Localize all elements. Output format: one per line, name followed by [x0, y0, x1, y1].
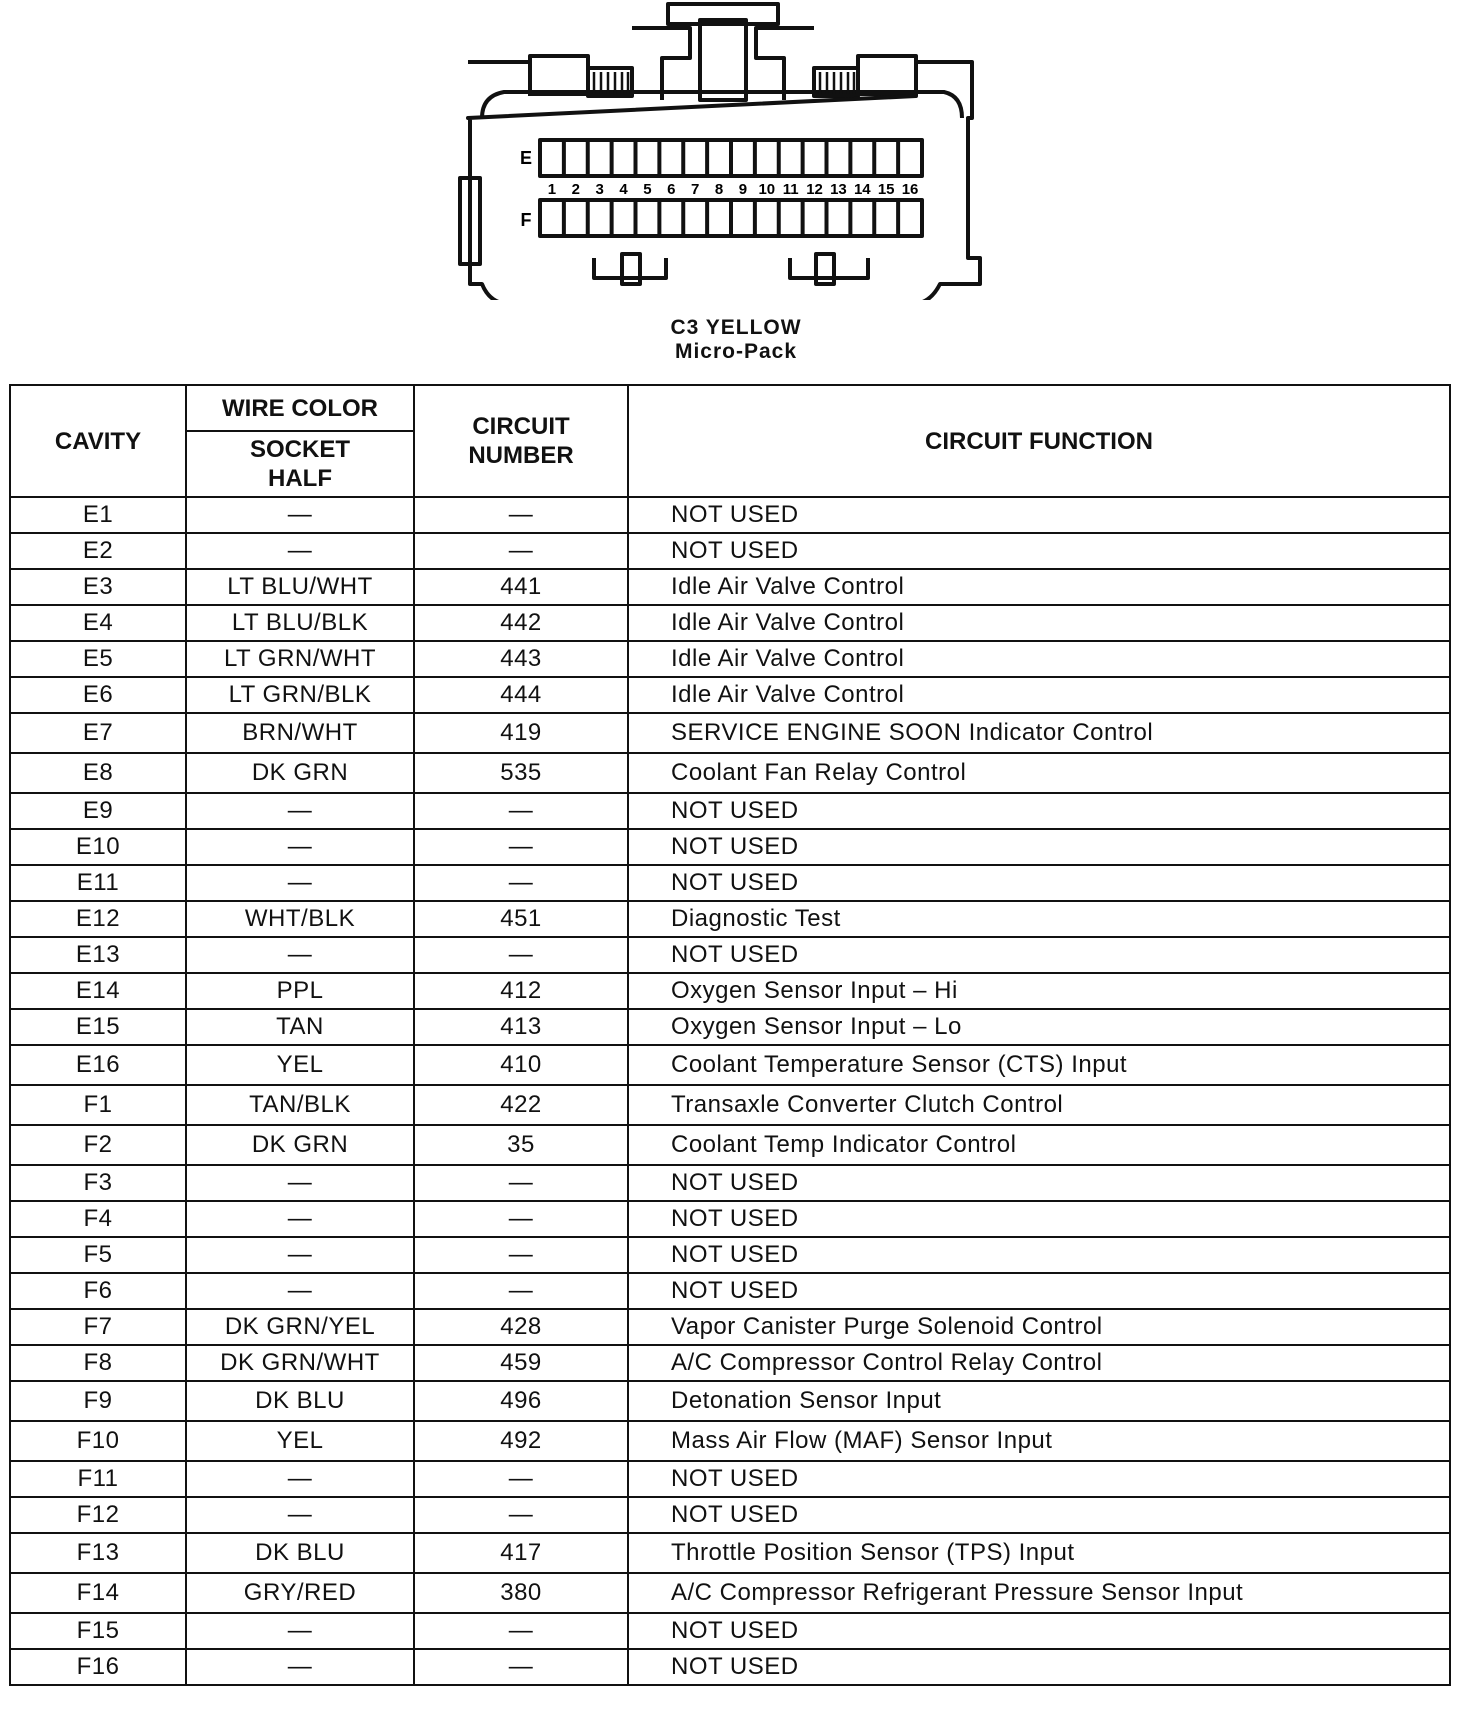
wire-color-cell: PPL: [186, 973, 414, 1009]
wire-color-cell: DK GRN/WHT: [186, 1345, 414, 1381]
circuit-function-cell: Vapor Canister Purge Solenoid Control: [628, 1309, 1450, 1345]
cavity-cell: E1: [10, 497, 186, 533]
circuit-function-cell: Idle Air Valve Control: [628, 677, 1450, 713]
table-row: [10, 1613, 1450, 1649]
cavity-cell: F6: [10, 1273, 186, 1309]
circuit-number-cell: —: [414, 1237, 628, 1273]
circuit-number-cell: —: [414, 793, 628, 829]
pin-number: 3: [595, 181, 604, 198]
table-row: [10, 793, 1450, 829]
circuit-number-cell: —: [414, 1165, 628, 1201]
circuit-number-cell: 417: [414, 1533, 628, 1573]
pinout-table-wrapper: [9, 384, 1449, 1686]
circuit-function-cell: Diagnostic Test: [628, 901, 1450, 937]
circuit-number-cell: 410: [414, 1045, 628, 1085]
table-row: [10, 605, 1450, 641]
circuit-number-cell: —: [414, 829, 628, 865]
wire-color-cell: DK BLU: [186, 1533, 414, 1573]
header-socket-half-text: SOCKET HALF: [249, 436, 350, 492]
cavity-cell: F7: [10, 1309, 186, 1345]
cavity-cell: F13: [10, 1533, 186, 1573]
wire-color-cell: YEL: [186, 1421, 414, 1461]
circuit-number-cell: 443: [414, 641, 628, 677]
header-circuit-number: [414, 385, 628, 497]
table-row: [10, 1497, 1450, 1533]
table-row: [10, 1045, 1450, 1085]
table-row: [10, 1009, 1450, 1045]
cavity-cell: E3: [10, 569, 186, 605]
top-block-left: [530, 56, 588, 94]
latch-left-arm: [632, 28, 690, 100]
circuit-function-cell: NOT USED: [628, 937, 1450, 973]
table-row: [10, 1309, 1450, 1345]
connector-name: C3 YELLOW: [670, 316, 802, 339]
circuit-function-cell: NOT USED: [628, 533, 1450, 569]
circuit-function-cell: Detonation Sensor Input: [628, 1381, 1450, 1421]
wire-color-cell: DK GRN/YEL: [186, 1309, 414, 1345]
latch-right-arm: [756, 28, 814, 100]
connector-diagram: [0, 0, 1472, 300]
wire-color-cell: BRN/WHT: [186, 713, 414, 753]
pin-number: 6: [667, 181, 676, 198]
wire-color-cell: —: [186, 1165, 414, 1201]
circuit-function-cell: NOT USED: [628, 865, 1450, 901]
cavity-cell: F14: [10, 1573, 186, 1613]
top-block-right: [858, 56, 916, 94]
wire-color-cell: —: [186, 1237, 414, 1273]
cavity-cell: E15: [10, 1009, 186, 1045]
table-row: [10, 1125, 1450, 1165]
circuit-number-cell: 422: [414, 1085, 628, 1125]
circuit-number-cell: —: [414, 1201, 628, 1237]
wire-color-cell: —: [186, 1201, 414, 1237]
header-cavity: CAVITY: [10, 385, 186, 497]
table-row: [10, 569, 1450, 605]
header-circuit-function: CIRCUIT FUNCTION: [628, 385, 1450, 497]
circuit-number-cell: 442: [414, 605, 628, 641]
table-row: [10, 973, 1450, 1009]
circuit-number-cell: 413: [414, 1009, 628, 1045]
bottom-lock-right: [790, 258, 868, 278]
wire-color-cell: LT BLU/WHT: [186, 569, 414, 605]
cavity-cell: E10: [10, 829, 186, 865]
wire-color-cell: —: [186, 793, 414, 829]
circuit-function-cell: NOT USED: [628, 1461, 1450, 1497]
bottom-lock-left: [594, 258, 666, 278]
header-socket-half: [186, 431, 414, 497]
table-row: [10, 1345, 1450, 1381]
cavity-cell: E16: [10, 1045, 186, 1085]
cavity-cell: E14: [10, 973, 186, 1009]
table-row: [10, 497, 1450, 533]
cavity-cell: F5: [10, 1237, 186, 1273]
pin-number: 5: [643, 181, 652, 198]
pin-number: 14: [853, 181, 871, 198]
table-row: [10, 1381, 1450, 1421]
table-row: [10, 829, 1450, 865]
cavity-cell: F15: [10, 1613, 186, 1649]
row-f-label: F: [520, 210, 532, 230]
circuit-number-cell: 419: [414, 713, 628, 753]
row-e-label: E: [519, 148, 533, 168]
circuit-number-cell: 441: [414, 569, 628, 605]
circuit-number-cell: —: [414, 1497, 628, 1533]
pin-number: 9: [738, 181, 748, 198]
pin-number: 2: [571, 181, 580, 198]
connector-type: Micro-Pack: [674, 340, 798, 363]
table-row: [10, 1533, 1450, 1573]
circuit-number-cell: 444: [414, 677, 628, 713]
table-row: [10, 753, 1450, 793]
circuit-function-cell: NOT USED: [628, 497, 1450, 533]
table-row: [10, 865, 1450, 901]
cavity-cell: E4: [10, 605, 186, 641]
table-row: [10, 1201, 1450, 1237]
cavity-cell: E12: [10, 901, 186, 937]
circuit-function-cell: Coolant Temp Indicator Control: [628, 1125, 1450, 1165]
wire-color-cell: —: [186, 829, 414, 865]
circuit-number-cell: —: [414, 1461, 628, 1497]
cavity-cell: F2: [10, 1125, 186, 1165]
circuit-number-cell: 451: [414, 901, 628, 937]
table-row: [10, 1421, 1450, 1461]
wire-color-cell: TAN: [186, 1009, 414, 1045]
circuit-function-cell: NOT USED: [628, 1273, 1450, 1309]
table-row: [10, 533, 1450, 569]
wire-color-cell: —: [186, 1649, 414, 1685]
circuit-function-cell: Mass Air Flow (MAF) Sensor Input: [628, 1421, 1450, 1461]
wire-color-cell: TAN/BLK: [186, 1085, 414, 1125]
circuit-function-cell: NOT USED: [628, 1497, 1450, 1533]
circuit-number-cell: —: [414, 1649, 628, 1685]
circuit-number-cell: —: [414, 1273, 628, 1309]
wire-color-cell: GRY/RED: [186, 1573, 414, 1613]
cavity-cell: E2: [10, 533, 186, 569]
circuit-function-cell: SERVICE ENGINE SOON Indicator Control: [628, 713, 1450, 753]
cavity-cell: F16: [10, 1649, 186, 1685]
circuit-function-cell: Idle Air Valve Control: [628, 569, 1450, 605]
circuit-function-cell: NOT USED: [628, 793, 1450, 829]
pin-number: 8: [714, 181, 724, 198]
table-row: [10, 1237, 1450, 1273]
cavity-cell: F8: [10, 1345, 186, 1381]
table-row: [10, 1085, 1450, 1125]
pinout-table: [9, 384, 1451, 1686]
wire-color-cell: —: [186, 1613, 414, 1649]
cavity-cell: F1: [10, 1085, 186, 1125]
pin-number: 7: [691, 181, 700, 198]
circuit-number-cell: —: [414, 937, 628, 973]
pin-number: 11: [782, 181, 799, 198]
cavity-cell: F10: [10, 1421, 186, 1461]
wire-color-cell: —: [186, 1497, 414, 1533]
cavity-cell: F12: [10, 1497, 186, 1533]
table-row: [10, 1165, 1450, 1201]
pin-number: 4: [619, 181, 628, 198]
table-row: [10, 937, 1450, 973]
cavity-cell: E13: [10, 937, 186, 973]
circuit-function-cell: Coolant Temperature Sensor (CTS) Input: [628, 1045, 1450, 1085]
top-latch-stem: [700, 20, 746, 100]
circuit-number-cell: 35: [414, 1125, 628, 1165]
circuit-number-cell: 428: [414, 1309, 628, 1345]
table-row: [10, 1573, 1450, 1613]
table-row: [10, 1273, 1450, 1309]
circuit-number-cell: 535: [414, 753, 628, 793]
cavity-cell: F3: [10, 1165, 186, 1201]
circuit-number-cell: —: [414, 865, 628, 901]
circuit-function-cell: Idle Air Valve Control: [628, 641, 1450, 677]
cavity-cell: F4: [10, 1201, 186, 1237]
wire-color-cell: WHT/BLK: [186, 901, 414, 937]
circuit-function-cell: NOT USED: [628, 1649, 1450, 1685]
pin-number: 16: [901, 181, 919, 198]
circuit-number-cell: —: [414, 533, 628, 569]
wire-color-cell: YEL: [186, 1045, 414, 1085]
wire-color-cell: DK GRN: [186, 1125, 414, 1165]
circuit-number-cell: 459: [414, 1345, 628, 1381]
wire-color-cell: LT GRN/BLK: [186, 677, 414, 713]
cavity-cell: F11: [10, 1461, 186, 1497]
wire-color-cell: —: [186, 937, 414, 973]
wire-color-cell: LT GRN/WHT: [186, 641, 414, 677]
pin-number: 12: [806, 181, 823, 198]
table-row: [10, 641, 1450, 677]
circuit-number-cell: —: [414, 1613, 628, 1649]
circuit-function-cell: Coolant Fan Relay Control: [628, 753, 1450, 793]
circuit-function-cell: A/C Compressor Refrigerant Pressure Sensor Input: [628, 1573, 1450, 1613]
cavity-cell: E9: [10, 793, 186, 829]
cavity-cell: E8: [10, 753, 186, 793]
circuit-function-cell: NOT USED: [628, 1613, 1450, 1649]
header-circuit-number-text: CIRCUIT NUMBER: [468, 413, 574, 469]
circuit-function-cell: Transaxle Converter Clutch Control: [628, 1085, 1450, 1125]
pin-number: 10: [758, 181, 776, 198]
pin-number: 1: [547, 181, 557, 198]
wire-color-cell: —: [186, 1461, 414, 1497]
wire-color-cell: —: [186, 865, 414, 901]
table-row: [10, 1649, 1450, 1685]
wire-color-cell: —: [186, 497, 414, 533]
wire-color-cell: —: [186, 533, 414, 569]
circuit-function-cell: Oxygen Sensor Input – Hi: [628, 973, 1450, 1009]
cavity-cell: F9: [10, 1381, 186, 1421]
circuit-function-cell: Idle Air Valve Control: [628, 605, 1450, 641]
cavity-cell: E6: [10, 677, 186, 713]
table-row: [10, 713, 1450, 753]
header-wire-color: WIRE COLOR: [186, 385, 414, 431]
circuit-function-cell: NOT USED: [628, 1237, 1450, 1273]
circuit-function-cell: Throttle Position Sensor (TPS) Input: [628, 1533, 1450, 1573]
wire-color-cell: —: [186, 1273, 414, 1309]
cavity-cell: E11: [10, 865, 186, 901]
wire-color-cell: DK BLU: [186, 1381, 414, 1421]
table-row: [10, 677, 1450, 713]
circuit-function-cell: A/C Compressor Control Relay Control: [628, 1345, 1450, 1381]
circuit-number-cell: —: [414, 497, 628, 533]
pin-number: 13: [830, 181, 847, 198]
circuit-function-cell: Oxygen Sensor Input – Lo: [628, 1009, 1450, 1045]
circuit-number-cell: 496: [414, 1381, 628, 1421]
wire-color-cell: DK GRN: [186, 753, 414, 793]
circuit-number-cell: 492: [414, 1421, 628, 1461]
cavity-cell: E7: [10, 713, 186, 753]
circuit-function-cell: NOT USED: [628, 829, 1450, 865]
wire-color-cell: LT BLU/BLK: [186, 605, 414, 641]
cavity-cell: E5: [10, 641, 186, 677]
circuit-number-cell: 412: [414, 973, 628, 1009]
pin-number: 15: [877, 181, 895, 198]
circuit-function-cell: NOT USED: [628, 1165, 1450, 1201]
table-row: [10, 901, 1450, 937]
circuit-number-cell: 380: [414, 1573, 628, 1613]
table-row: [10, 1461, 1450, 1497]
circuit-function-cell: NOT USED: [628, 1201, 1450, 1237]
